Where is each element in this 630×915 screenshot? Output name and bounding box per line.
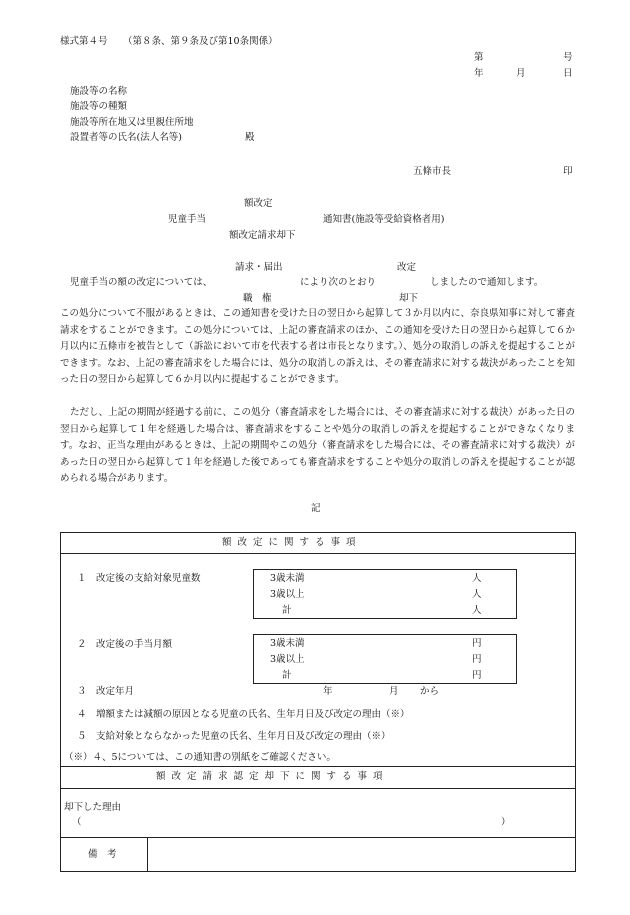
item1-row-total: 計 bbox=[282, 605, 292, 616]
issuer-name: 五條市長 bbox=[413, 166, 452, 177]
notice-bottom-reason: 職 権 bbox=[243, 293, 272, 304]
form-number: 様式第４号 bbox=[60, 36, 108, 47]
item4-label: ４ 増額または減額の原因となる児童の氏名、生年月日及び改定の理由（※） bbox=[77, 709, 410, 720]
facility-type-label: 施設等の種類 bbox=[70, 101, 128, 112]
item2-row-total-unit: 円 bbox=[472, 670, 482, 681]
title-line-1: 額改定 bbox=[244, 198, 273, 209]
item2-row-over3: 3歳以上 bbox=[270, 654, 305, 665]
table-note: （※）４、5については、この通知書の別紙をご確認ください。 bbox=[64, 752, 336, 763]
item3-month: 月 bbox=[389, 686, 399, 697]
item2-row-total: 計 bbox=[282, 670, 292, 681]
operator-name-label: 設置者等の氏名(法人名等) bbox=[70, 132, 182, 143]
date-month: 月 bbox=[516, 68, 526, 79]
reject-reason-close-paren: ） bbox=[501, 817, 511, 828]
remarks-column-divider bbox=[147, 837, 148, 871]
reject-reason-open-paren: （ bbox=[72, 817, 82, 828]
title-line-3: 額改定請求却下 bbox=[229, 230, 296, 241]
item3-year: 年 bbox=[323, 686, 333, 697]
honorific: 殿 bbox=[245, 132, 255, 143]
date-year: 年 bbox=[474, 68, 484, 79]
ki-mark: 記 bbox=[311, 503, 321, 514]
doc-number-label: 第 bbox=[474, 52, 484, 63]
facility-address-label: 施設等所在地又は里親住所地 bbox=[70, 117, 194, 128]
section2-top-divider bbox=[60, 766, 576, 767]
notice-bottom-action: 却下 bbox=[399, 293, 419, 304]
notice-ending: しましたので通知します。 bbox=[430, 277, 544, 288]
item3-from: から bbox=[420, 686, 440, 697]
section2-bottom-divider bbox=[60, 788, 576, 789]
item1-row-over3-unit: 人 bbox=[472, 589, 482, 600]
remarks-label: 備 考 bbox=[88, 849, 117, 860]
title-main-right: 通知書(施設等受給資格者用) bbox=[323, 214, 445, 225]
date-day: 日 bbox=[563, 68, 573, 79]
section1-divider bbox=[60, 553, 576, 554]
appeal-paragraph-2: ただし、上記の期間が経過する前に、この処分（審査請求をした場合には、その審査請求に対する裁決）があった日の翌日から起算して１年を経過した場合は、審査請求をすることや処分の取消しの訴えを提起することができなくなります。なお、正当な理由があるときは、上記の期間やこの処分（審査請求をした場合には、その審査請求に対する裁決）があった日の翌日から起算して１年を経過した後であっても審査請求をすることや処分の取消しの訴えを提起することが認められる場合があります。 bbox=[60, 407, 575, 484]
item1-row-over3: 3歳以上 bbox=[270, 589, 305, 600]
remarks-divider bbox=[60, 837, 576, 838]
item3-label: ３ 改定年月 bbox=[77, 686, 135, 697]
item2-row-over3-unit: 円 bbox=[472, 654, 482, 665]
section2-title: 額改定請求認定却下に関する事項 bbox=[156, 771, 389, 782]
notice-top-reason: 請求・届出 bbox=[235, 262, 283, 273]
item1-row-under3-unit: 人 bbox=[472, 573, 482, 584]
reject-reason-label: 却下した理由 bbox=[64, 802, 122, 813]
facility-name-label: 施設等の名称 bbox=[70, 86, 128, 97]
seal-mark: 印 bbox=[563, 166, 573, 177]
section1-title: 額改定に関する事項 bbox=[222, 537, 362, 548]
notice-top-action: 改定 bbox=[397, 262, 417, 273]
item1-row-total-unit: 人 bbox=[472, 605, 482, 616]
item5-label: ５ 支給対象とならなかった児童の氏名、生年月日及び改定の理由（※） bbox=[77, 731, 391, 742]
item2-label: ２ 改定後の手当月額 bbox=[77, 639, 173, 650]
title-main-left: 児童手当 bbox=[168, 214, 207, 225]
appeal-paragraph-1: この処分について不服があるときは、この通知書を受けた日の翌日から起算して３か月以内に、奈良県知事に対して審査請求をすることができます。この処分については、上記の審査請求のほか、この通知を受けた日の翌日から起算して６か月以内に五條市を被告として（訴訟において市を代表する者は市長となります。）、処分の取消しの訴えを提起することができます。なお、上記の審査請求をした場合には、処分の取消しの訴えは、その審査請求に対する裁決があったことを知った日の翌日から起算して６か月以内に提起することができます。 bbox=[60, 308, 575, 385]
notice-lead: 児童手当の額の改定については、 bbox=[70, 277, 213, 288]
notice-middle: により次のとおり bbox=[300, 277, 377, 288]
doc-number-suffix: 号 bbox=[563, 52, 573, 63]
item2-row-under3: 3歳未満 bbox=[270, 638, 305, 649]
item1-label: １ 改定後の支給対象児童数 bbox=[77, 573, 201, 584]
item1-row-under3: 3歳未満 bbox=[270, 573, 305, 584]
item2-row-under3-unit: 円 bbox=[472, 638, 482, 649]
form-articles: （第８条、第９条及び第10条関係） bbox=[123, 36, 278, 47]
